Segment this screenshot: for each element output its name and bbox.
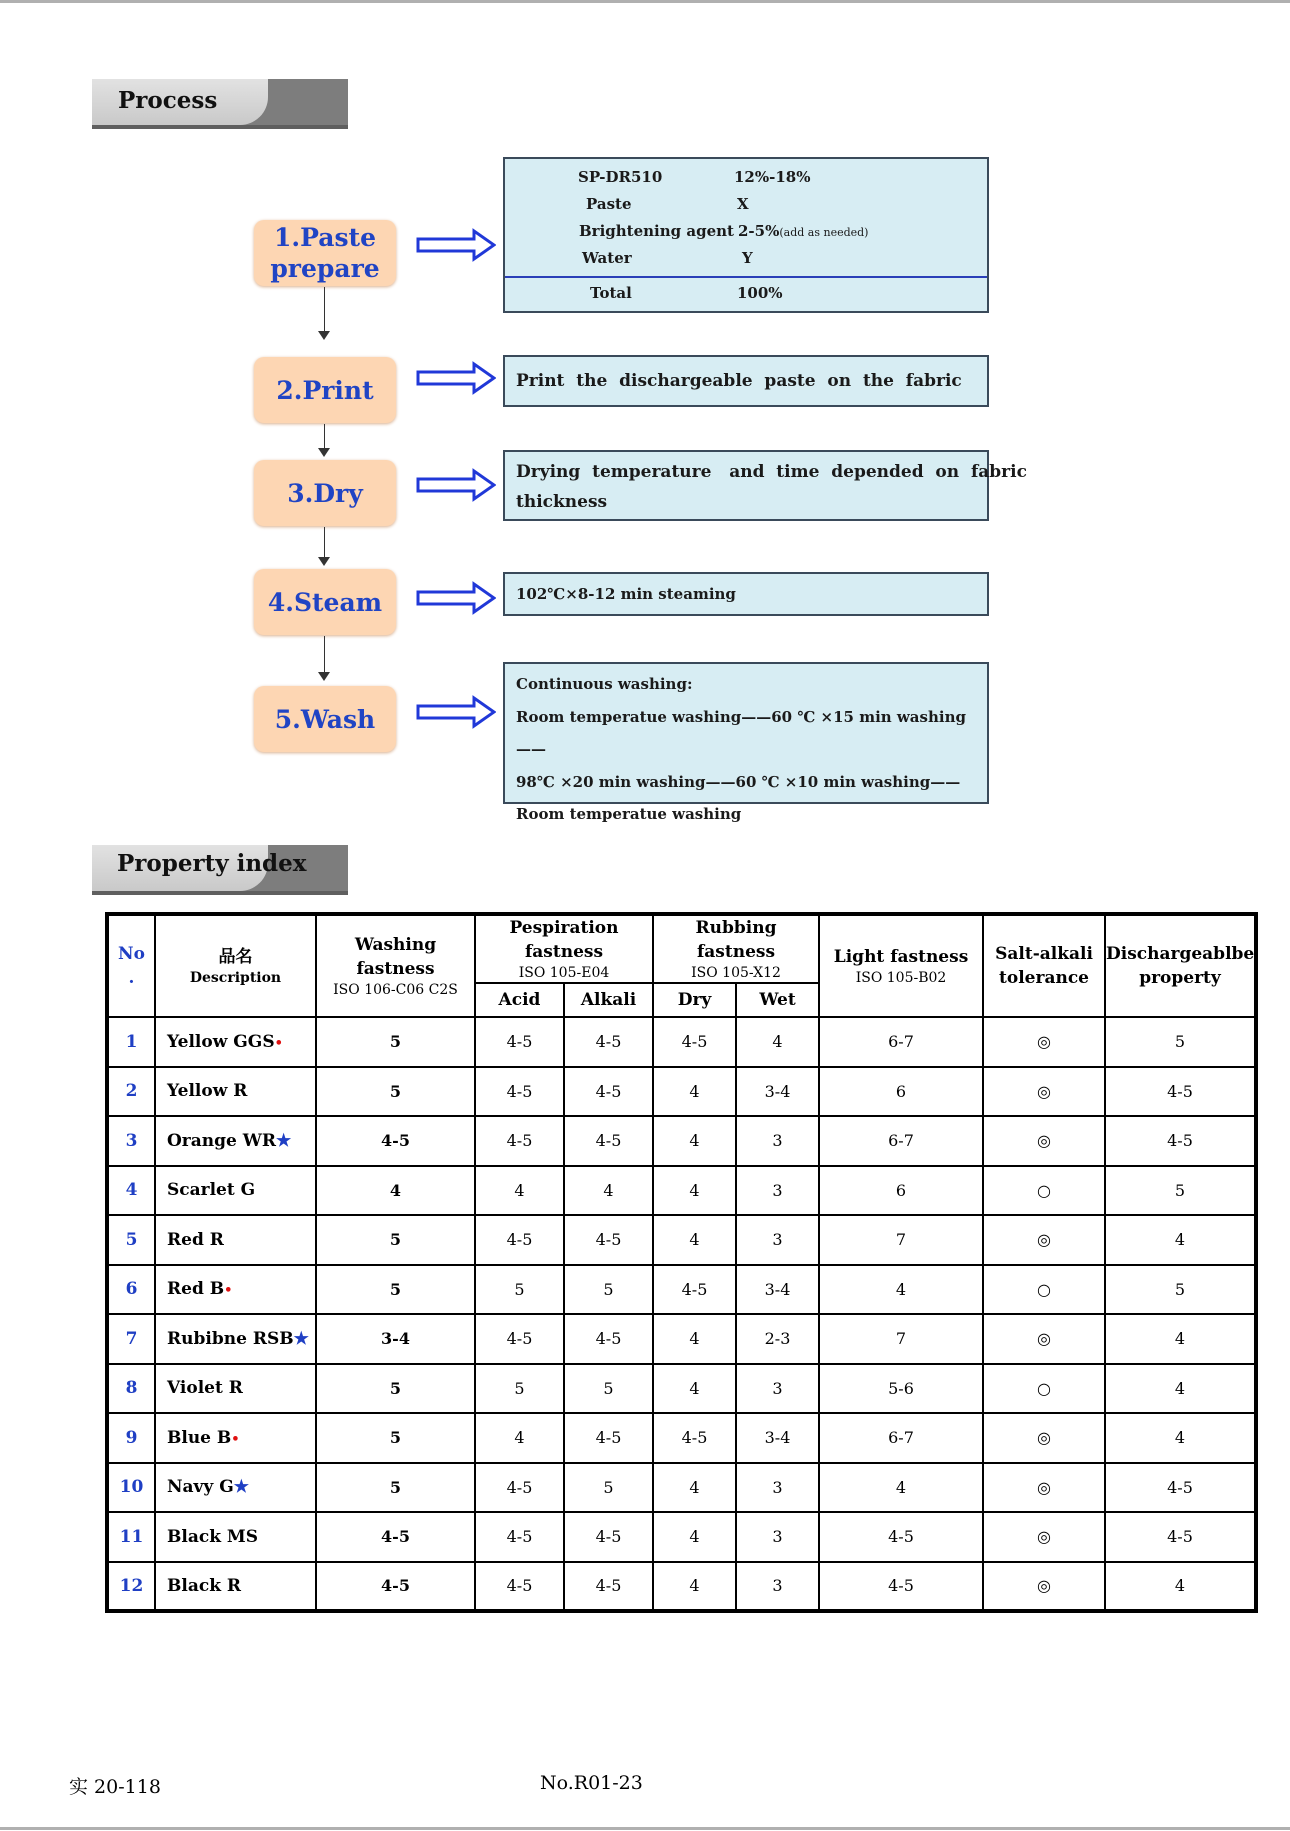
table-row [107,1166,1256,1216]
row-number: 6 [107,1265,155,1315]
down-arrow-4 [324,636,325,672]
recipe-box [503,157,989,313]
print-text: Print the dischargeable paste on the fabric [516,371,962,391]
recipe-name: SP-DR510 [578,168,663,186]
dye-name: Scarlet G [155,1166,316,1216]
header-salt-alkali-tolerance: Salt-alkali tolerance [983,914,1105,1017]
recipe-divider [505,276,987,278]
row-number: 12 [107,1562,155,1612]
dry-rub-value: 4 [653,1215,736,1265]
washing-value: 5 [316,1215,475,1265]
dry-rub-value: 4 [653,1512,736,1562]
discharge-value: 4-5 [1105,1116,1256,1166]
row-number: 2 [107,1067,155,1117]
bottom-rule [0,1827,1290,1830]
recipe-total-value: 100% [737,284,783,302]
alkali-value: 4-5 [564,1215,653,1265]
property-table-body [107,1017,1256,1611]
recipe-value-with-note: 2-5%(add as needed) [738,222,869,240]
washing-value: 5 [316,1463,475,1513]
wet-rub-value: 3 [736,1562,819,1612]
acid-value: 4-5 [475,1512,564,1562]
discharge-value: 5 [1105,1017,1256,1067]
light-value: 6 [819,1166,983,1216]
salt-alkali-value: ◎ [983,1463,1105,1513]
table-row [107,1067,1256,1117]
salt-alkali-value: ○ [983,1166,1105,1216]
table-row [107,1265,1256,1315]
alkali-value: 4-5 [564,1017,653,1067]
wash-line: Room temperatue washing [516,805,742,823]
property-index-section-header [92,845,348,895]
table-row [107,1017,1256,1067]
dye-name: Yellow GGS• [155,1017,316,1067]
discharge-value: 4-5 [1105,1512,1256,1562]
salt-alkali-value: ◎ [983,1215,1105,1265]
washing-value: 5 [316,1364,475,1414]
washing-value: 4-5 [316,1116,475,1166]
dye-name: Black MS [155,1512,316,1562]
dye-name: Violet R [155,1364,316,1414]
alkali-value: 4-5 [564,1116,653,1166]
washing-value: 5 [316,1413,475,1463]
alkali-value: 4-5 [564,1512,653,1562]
table-row [107,1463,1256,1513]
wet-rub-value: 3 [736,1215,819,1265]
property-index-table [105,912,1258,1613]
salt-alkali-value: ◎ [983,1562,1105,1612]
wet-rub-value: 3-4 [736,1067,819,1117]
salt-alkali-value: ◎ [983,1314,1105,1364]
discharge-value: 4 [1105,1413,1256,1463]
step-paste-prepare: 1.Paste prepare [254,220,396,286]
blue-star-icon: ★ [275,1130,292,1151]
washing-value: 3-4 [316,1314,475,1364]
salt-alkali-value: ◎ [983,1512,1105,1562]
recipe-name: Brightening agent [579,222,734,240]
dry-box [503,450,1027,521]
alkali-value: 4-5 [564,1562,653,1612]
recipe-name: Paste [586,195,632,213]
dye-name: Yellow R [155,1067,316,1117]
red-dot-icon: • [224,1283,233,1299]
table-row [107,1364,1256,1414]
light-value: 7 [819,1215,983,1265]
wash-line: 98℃ ×20 min washing——60 ℃ ×10 min washing—— [516,772,961,791]
discharge-value: 4 [1105,1314,1256,1364]
dry-text-line: Drying temperature and time depended on fabric [516,462,1027,482]
acid-value: 5 [475,1265,564,1315]
header-washing-fastness: Washing fastness ISO 106-C06 C2S [316,914,475,1017]
acid-value: 4-5 [475,1562,564,1612]
light-value: 7 [819,1314,983,1364]
print-box [503,355,989,407]
wash-box [503,662,989,823]
alkali-value: 4-5 [564,1067,653,1117]
wet-rub-value: 2-3 [736,1314,819,1364]
down-arrow-1 [324,287,325,331]
row-number: 5 [107,1215,155,1265]
down-arrow-icon [318,331,330,340]
process-section-title: Process [118,87,218,114]
wash-line: Room temperatue washing——60 ℃ ×15 min washing—— [516,707,966,758]
acid-value: 4-5 [475,1017,564,1067]
dye-name: Red B• [155,1265,316,1315]
property-index-title: Property index [117,850,307,877]
dye-name: Navy G★ [155,1463,316,1513]
table-row [107,1215,1256,1265]
row-number: 9 [107,1413,155,1463]
alkali-value: 4-5 [564,1314,653,1364]
light-value: 6 [819,1067,983,1117]
light-value: 4 [819,1265,983,1315]
acid-value: 4-5 [475,1215,564,1265]
header-acid: Acid [475,983,564,1017]
alkali-value: 5 [564,1463,653,1513]
wet-rub-value: 3-4 [736,1413,819,1463]
red-dot-icon: • [231,1431,240,1447]
wet-rub-value: 3 [736,1364,819,1414]
acid-value: 4-5 [475,1463,564,1513]
table-row [107,1512,1256,1562]
row-number: 8 [107,1364,155,1414]
dye-name: Blue B• [155,1413,316,1463]
down-arrow-icon [318,672,330,681]
acid-value: 4 [475,1413,564,1463]
wash-line: Continuous washing: [516,675,693,693]
washing-value: 4 [316,1166,475,1216]
light-value: 4 [819,1463,983,1513]
recipe-name: Water [582,249,632,267]
discharge-value: 4 [1105,1562,1256,1612]
light-value: 6-7 [819,1116,983,1166]
acid-value: 5 [475,1364,564,1414]
acid-value: 4-5 [475,1314,564,1364]
process-section-header [92,79,348,129]
acid-value: 4 [475,1166,564,1216]
discharge-value: 5 [1105,1166,1256,1216]
light-value: 4-5 [819,1512,983,1562]
acid-value: 4-5 [475,1067,564,1117]
dry-rub-value: 4 [653,1067,736,1117]
right-arrow-icon [416,695,496,729]
light-value: 6-7 [819,1413,983,1463]
footer-center: No.R01-23 [540,1772,643,1794]
step-dry: 3.Dry [254,460,396,526]
dry-rub-value: 4 [653,1314,736,1364]
step-steam: 4.Steam [254,569,396,635]
salt-alkali-value: ○ [983,1265,1105,1315]
dye-name: Black R [155,1562,316,1612]
recipe-value: Y [742,249,753,267]
salt-alkali-value: ◎ [983,1116,1105,1166]
right-arrow-icon [416,581,496,615]
row-number: 11 [107,1512,155,1562]
recipe-total-label: Total [590,284,632,302]
wet-rub-value: 4 [736,1017,819,1067]
wet-rub-value: 3 [736,1512,819,1562]
dry-rub-value: 4 [653,1562,736,1612]
table-row [107,1116,1256,1166]
washing-value: 4-5 [316,1512,475,1562]
discharge-value: 4 [1105,1215,1256,1265]
table-row [107,1314,1256,1364]
row-number: 4 [107,1166,155,1216]
wet-rub-value: 3 [736,1116,819,1166]
washing-value: 5 [316,1067,475,1117]
right-arrow-icon [416,468,496,502]
blue-star-icon: ★ [293,1328,309,1349]
right-arrow-icon [416,228,496,262]
acid-value: 4-5 [475,1116,564,1166]
alkali-value: 5 [564,1265,653,1315]
washing-value: 4-5 [316,1562,475,1612]
discharge-value: 4 [1105,1364,1256,1414]
right-arrow-icon [416,361,496,395]
dry-rub-value: 4 [653,1463,736,1513]
washing-value: 5 [316,1265,475,1315]
light-value: 4-5 [819,1562,983,1612]
steam-box [503,572,989,616]
washing-value: 5 [316,1017,475,1067]
dry-rub-value: 4-5 [653,1017,736,1067]
header-rubbing-fastness: Rubbing fastness ISO 105-X12 [653,914,819,983]
dry-rub-value: 4 [653,1116,736,1166]
recipe-value: 12%-18% [734,168,811,186]
header-wet: Wet [736,983,819,1017]
wet-rub-value: 3-4 [736,1265,819,1315]
light-value: 5-6 [819,1364,983,1414]
alkali-value: 4-5 [564,1413,653,1463]
row-number: 7 [107,1314,155,1364]
header-no: No . [107,914,155,1017]
header-description: 品名 Description [155,914,316,1017]
header-dry: Dry [653,983,736,1017]
discharge-value: 4-5 [1105,1463,1256,1513]
row-number: 10 [107,1463,155,1513]
down-arrow-icon [318,557,330,566]
dye-name: Red R [155,1215,316,1265]
dry-rub-value: 4 [653,1166,736,1216]
salt-alkali-value: ◎ [983,1067,1105,1117]
dry-rub-value: 4-5 [653,1265,736,1315]
recipe-value: X [737,195,749,213]
steam-text: 102℃×8-12 min steaming [516,585,736,603]
down-arrow-icon [318,448,330,457]
down-arrow-3 [324,527,325,557]
discharge-value: 4-5 [1105,1067,1256,1117]
light-value: 6-7 [819,1017,983,1067]
salt-alkali-value: ◎ [983,1413,1105,1463]
row-number: 3 [107,1116,155,1166]
step-print: 2.Print [254,357,396,423]
table-row [107,1562,1256,1612]
top-rule [0,0,1290,3]
down-arrow-2 [324,424,325,448]
alkali-value: 4 [564,1166,653,1216]
salt-alkali-value: ◎ [983,1017,1105,1067]
wet-rub-value: 3 [736,1463,819,1513]
dye-name: Rubibne RSB★ [155,1314,316,1364]
dry-rub-value: 4 [653,1364,736,1414]
header-perspiration-fastness: Pespiration fastness ISO 105-E04 [475,914,653,983]
dye-name: Orange WR★ [155,1116,316,1166]
alkali-value: 5 [564,1364,653,1414]
dry-text-line: thickness [516,492,608,512]
header-alkali: Alkali [564,983,653,1017]
wet-rub-value: 3 [736,1166,819,1216]
salt-alkali-value: ○ [983,1364,1105,1414]
discharge-value: 5 [1105,1265,1256,1315]
footer-left: 实 20-118 [69,1776,161,1798]
row-number: 1 [107,1017,155,1067]
header-light-fastness: Light fastness ISO 105-B02 [819,914,983,1017]
dry-rub-value: 4-5 [653,1413,736,1463]
blue-star-icon: ★ [233,1477,249,1498]
step-wash: 5.Wash [254,686,396,752]
red-dot-icon: • [274,1035,283,1051]
table-row [107,1413,1256,1463]
header-dischargeable-property: Dischargeablbe property [1105,914,1256,1017]
